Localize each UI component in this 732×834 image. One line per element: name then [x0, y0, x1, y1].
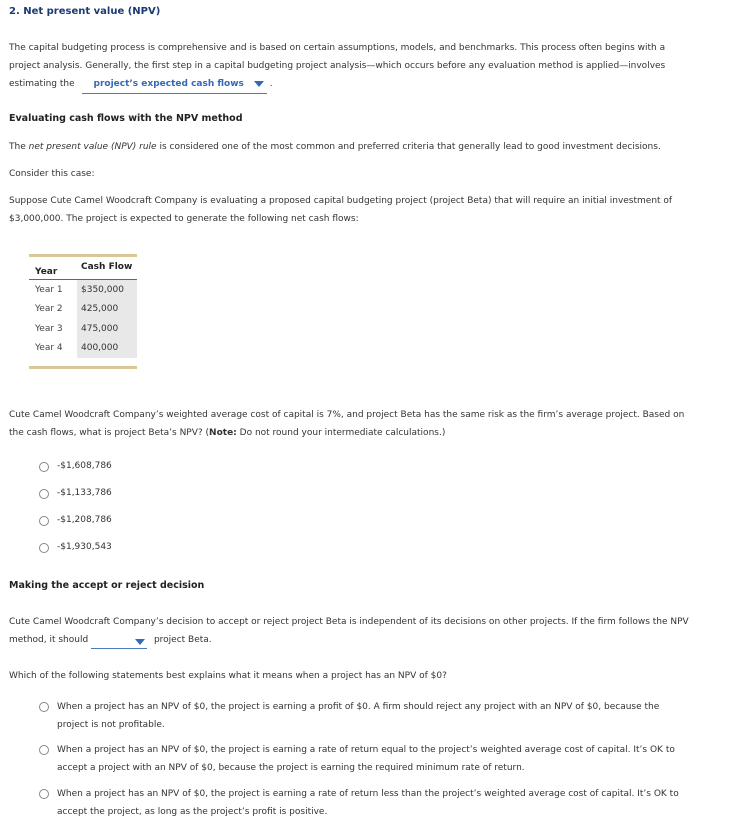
npv-option-3[interactable]: -$1,208,786 — [39, 515, 112, 526]
intro-paragraph — [9, 39, 714, 94]
section-heading-npv: Evaluating cash flows with the NPV method — [9, 113, 243, 124]
chevron-down-icon — [254, 81, 264, 87]
table-row: Year 4 400,000 — [29, 339, 137, 359]
radio-button[interactable] — [39, 789, 49, 799]
intro-line-2: project analysis. Generally, the first step in a capital budgeting project analysis—which occurs before any evaluation method is applied—involves — [9, 61, 666, 71]
table-bottom-border — [29, 366, 137, 369]
npv-option-4[interactable]: -$1,930,543 — [39, 542, 112, 553]
radio-button[interactable] — [39, 745, 49, 755]
table-row: Year 3 475,000 — [29, 319, 137, 339]
npv-rule-text: The net present value (NPV) rule is considered one of the most common and preferred criteria that generally lead to good investment decisions. — [9, 142, 661, 152]
question-title: 2. Net present value (NPV) — [9, 6, 161, 17]
statement-option-2[interactable]: When a project has an NPV of $0, the project is earning a rate of return equal to the project’s weighted average cost of capital. It’s OK to accept a project with an NPV of $0, because the project is earning the required minimum rate of return. — [39, 741, 699, 777]
npv-option-2[interactable]: -$1,133,786 — [39, 488, 112, 499]
statement-option-1[interactable]: When a project has an NPV of $0, the project is earning a profit of $0. A firm should reject any project with an NPV of $0, because the project is not profitable. — [39, 698, 699, 734]
consider-text: Consider this case: — [9, 169, 95, 179]
intro-line-3: estimating the project’s expected cash flows . — [9, 75, 714, 94]
radio-button[interactable] — [39, 702, 49, 712]
cash-flows-dropdown[interactable]: project’s expected cash flows — [82, 75, 267, 94]
radio-button[interactable] — [39, 516, 49, 526]
cash-flow-table — [29, 254, 137, 369]
section-heading-decision: Making the accept or reject decision — [9, 580, 205, 591]
zero-npv-question: Which of the following statements best explains what it means when a project has an NPV of $0? — [9, 671, 447, 681]
table-row: Year 2 425,000 — [29, 300, 137, 320]
radio-button[interactable] — [39, 462, 49, 472]
statement-option-3[interactable]: When a project has an NPV of $0, the project is earning a rate of return less than the project’s weighted average cost of capital. It’s OK to accept the project, as long as the project’s profit is positive. — [39, 785, 699, 821]
case-paragraph: Suppose Cute Camel Woodcraft Company is evaluating a proposed capital budgeting project (project Beta) that will require an initial investment of $3,000,000. The project is expected to generate the following net cash flows: — [9, 196, 673, 224]
intro-line-1: The capital budgeting process is comprehensive and is based on certain assumptions, models, and benchmarks. This process often begins with a — [9, 43, 666, 53]
npv-option-1[interactable]: -$1,608,786 — [39, 461, 112, 472]
chevron-down-icon — [135, 639, 145, 645]
table-row: Year 1 $350,000 — [29, 280, 137, 300]
table-header: Year Cash Flow — [29, 257, 137, 280]
radio-button[interactable] — [39, 489, 49, 499]
decision-paragraph: Cute Camel Woodcraft Company’s decision to accept or reject project Beta is independent of its decisions on other projects. If the firm follows the NPV method, it should project Beta. — [9, 613, 714, 649]
accept-reject-dropdown[interactable] — [91, 636, 147, 649]
radio-button[interactable] — [39, 543, 49, 553]
npv-question: Cute Camel Woodcraft Company’s weighted average cost of capital is 7%, and project Beta has the same risk as the firm’s average project. Based on the cash flows, what is project Beta’s NPV? (Note: Do not round your intermediate calculations.) — [9, 410, 685, 438]
